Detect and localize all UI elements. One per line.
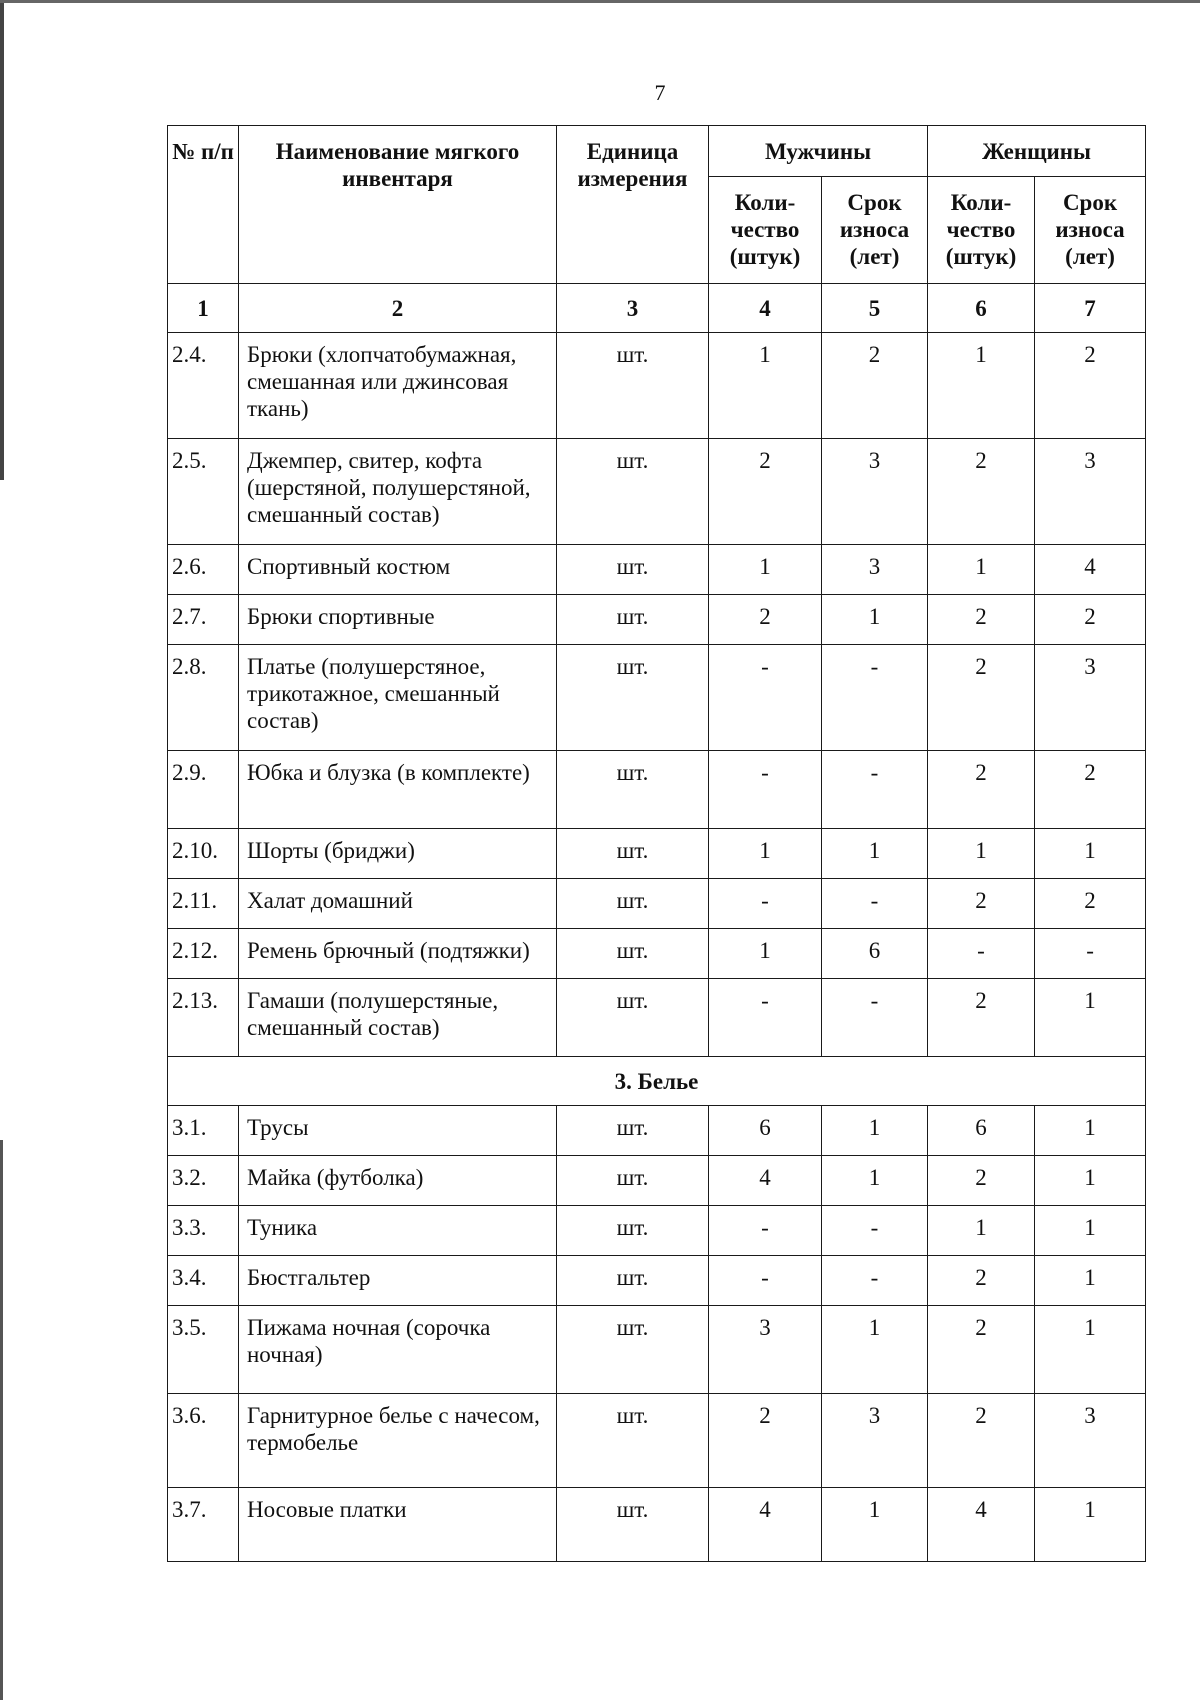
header-men: Мужчины bbox=[709, 126, 928, 177]
row-number: 2.6. bbox=[168, 545, 239, 595]
men-term: - bbox=[822, 1256, 928, 1306]
scan-edge-mark bbox=[0, 0, 4, 480]
women-quantity: 1 bbox=[928, 545, 1035, 595]
row-number: 2.4. bbox=[168, 333, 239, 439]
item-name: Ремень брючный (подтяжки) bbox=[239, 929, 557, 979]
women-term: - bbox=[1035, 929, 1146, 979]
unit: шт. bbox=[557, 1106, 709, 1156]
header-women: Женщины bbox=[928, 126, 1146, 177]
header-unit: Единица измерения bbox=[557, 126, 709, 284]
item-name: Брюки (хлопчатобумажная, смешанная или джинсовая ткань) bbox=[239, 333, 557, 439]
women-quantity: 2 bbox=[928, 595, 1035, 645]
column-number: 7 bbox=[1035, 284, 1146, 333]
table-row bbox=[168, 1106, 1146, 1156]
unit: шт. bbox=[557, 1488, 709, 1562]
header-men-term: Срок износа (лет) bbox=[822, 177, 928, 284]
men-quantity: 4 bbox=[709, 1488, 822, 1562]
unit: шт. bbox=[557, 1256, 709, 1306]
women-quantity: 1 bbox=[928, 829, 1035, 879]
table-row bbox=[168, 829, 1146, 879]
men-quantity: - bbox=[709, 751, 822, 829]
men-term: - bbox=[822, 979, 928, 1057]
men-quantity: 3 bbox=[709, 1306, 822, 1394]
women-term: 2 bbox=[1035, 879, 1146, 929]
unit: шт. bbox=[557, 929, 709, 979]
men-term: - bbox=[822, 1206, 928, 1256]
unit: шт. bbox=[557, 1306, 709, 1394]
women-quantity: 6 bbox=[928, 1106, 1035, 1156]
row-number: 2.5. bbox=[168, 439, 239, 545]
men-term: 1 bbox=[822, 595, 928, 645]
row-number: 2.12. bbox=[168, 929, 239, 979]
men-term: - bbox=[822, 879, 928, 929]
row-number: 2.13. bbox=[168, 979, 239, 1057]
unit: шт. bbox=[557, 829, 709, 879]
row-number: 2.7. bbox=[168, 595, 239, 645]
column-numbers-row bbox=[168, 284, 1146, 333]
unit: шт. bbox=[557, 545, 709, 595]
scan-edge-mark bbox=[0, 1140, 3, 1700]
women-quantity: 1 bbox=[928, 333, 1035, 439]
women-quantity: 2 bbox=[928, 439, 1035, 545]
table-row bbox=[168, 333, 1146, 439]
men-term: 1 bbox=[822, 1156, 928, 1206]
men-term: 1 bbox=[822, 1488, 928, 1562]
row-number: 3.2. bbox=[168, 1156, 239, 1206]
item-name: Брюки спортивные bbox=[239, 595, 557, 645]
men-term: 6 bbox=[822, 929, 928, 979]
women-quantity: 2 bbox=[928, 751, 1035, 829]
women-term: 1 bbox=[1035, 1106, 1146, 1156]
column-number: 1 bbox=[168, 284, 239, 333]
unit: шт. bbox=[557, 439, 709, 545]
table-row bbox=[168, 1306, 1146, 1394]
table-row bbox=[168, 545, 1146, 595]
table-row bbox=[168, 751, 1146, 829]
men-term: 3 bbox=[822, 545, 928, 595]
women-term: 1 bbox=[1035, 829, 1146, 879]
row-number: 3.1. bbox=[168, 1106, 239, 1156]
item-name: Туника bbox=[239, 1206, 557, 1256]
men-quantity: 2 bbox=[709, 439, 822, 545]
item-name: Гамаши (полушерстяные, смешанный состав) bbox=[239, 979, 557, 1057]
item-name: Шорты (бриджи) bbox=[239, 829, 557, 879]
unit: шт. bbox=[557, 751, 709, 829]
women-quantity: 1 bbox=[928, 1206, 1035, 1256]
women-quantity: 2 bbox=[928, 1256, 1035, 1306]
women-term: 1 bbox=[1035, 1206, 1146, 1256]
unit: шт. bbox=[557, 645, 709, 751]
men-term: 2 bbox=[822, 333, 928, 439]
row-number: 3.3. bbox=[168, 1206, 239, 1256]
item-name: Бюстгальтер bbox=[239, 1256, 557, 1306]
women-quantity: 2 bbox=[928, 879, 1035, 929]
item-name: Спортивный костюм bbox=[239, 545, 557, 595]
header-women-quantity: Коли-чество (штук) bbox=[928, 177, 1035, 284]
table-row bbox=[168, 595, 1146, 645]
section-row bbox=[168, 1057, 1146, 1106]
row-number: 3.4. bbox=[168, 1256, 239, 1306]
women-quantity: 2 bbox=[928, 645, 1035, 751]
women-term: 2 bbox=[1035, 751, 1146, 829]
men-quantity: 1 bbox=[709, 545, 822, 595]
women-term: 3 bbox=[1035, 439, 1146, 545]
page-number: 7 bbox=[654, 80, 666, 105]
women-quantity: 2 bbox=[928, 1306, 1035, 1394]
table-row bbox=[168, 1156, 1146, 1206]
women-term: 4 bbox=[1035, 545, 1146, 595]
table-row bbox=[168, 1206, 1146, 1256]
women-term: 2 bbox=[1035, 595, 1146, 645]
men-quantity: - bbox=[709, 1256, 822, 1306]
women-term: 1 bbox=[1035, 1256, 1146, 1306]
women-term: 1 bbox=[1035, 1156, 1146, 1206]
men-quantity: 1 bbox=[709, 333, 822, 439]
table-row bbox=[168, 879, 1146, 929]
item-name: Трусы bbox=[239, 1106, 557, 1156]
men-term: - bbox=[822, 645, 928, 751]
item-name: Майка (футболка) bbox=[239, 1156, 557, 1206]
women-term: 1 bbox=[1035, 979, 1146, 1057]
column-number: 3 bbox=[557, 284, 709, 333]
men-quantity: 4 bbox=[709, 1156, 822, 1206]
column-number: 2 bbox=[239, 284, 557, 333]
soft-inventory-table bbox=[167, 125, 1146, 1562]
unit: шт. bbox=[557, 1206, 709, 1256]
row-number: 2.10. bbox=[168, 829, 239, 879]
women-term: 1 bbox=[1035, 1306, 1146, 1394]
men-term: - bbox=[822, 751, 928, 829]
women-quantity: 2 bbox=[928, 1394, 1035, 1488]
item-name: Юбка и блузка (в комплекте) bbox=[239, 751, 557, 829]
women-quantity: 4 bbox=[928, 1488, 1035, 1562]
men-quantity: 2 bbox=[709, 1394, 822, 1488]
scan-edge-mark bbox=[0, 0, 1200, 3]
men-term: 3 bbox=[822, 1394, 928, 1488]
unit: шт. bbox=[557, 1394, 709, 1488]
item-name: Гарнитурное белье с начесом, термобелье bbox=[239, 1394, 557, 1488]
item-name: Джемпер, свитер, кофта (шерстяной, полушерстяной, смешанный состав) bbox=[239, 439, 557, 545]
header-item-name: Наименование мягкого инвентаря bbox=[239, 126, 557, 284]
header-women-term: Срок износа (лет) bbox=[1035, 177, 1146, 284]
men-quantity: 6 bbox=[709, 1106, 822, 1156]
item-name: Платье (полушерстяное, трикотажное, смешанный состав) bbox=[239, 645, 557, 751]
header-number: № п/п bbox=[168, 126, 239, 284]
item-name: Носовые платки bbox=[239, 1488, 557, 1562]
men-quantity: - bbox=[709, 879, 822, 929]
men-term: 1 bbox=[822, 1306, 928, 1394]
women-quantity: 2 bbox=[928, 1156, 1035, 1206]
men-quantity: - bbox=[709, 645, 822, 751]
item-name: Халат домашний bbox=[239, 879, 557, 929]
column-number: 5 bbox=[822, 284, 928, 333]
section-title: 3. Белье bbox=[168, 1057, 1146, 1106]
unit: шт. bbox=[557, 1156, 709, 1206]
table-row bbox=[168, 929, 1146, 979]
men-quantity: 1 bbox=[709, 829, 822, 879]
women-quantity: - bbox=[928, 929, 1035, 979]
women-term: 3 bbox=[1035, 1394, 1146, 1488]
men-quantity: 1 bbox=[709, 929, 822, 979]
women-term: 1 bbox=[1035, 1488, 1146, 1562]
women-quantity: 2 bbox=[928, 979, 1035, 1057]
table-row bbox=[168, 645, 1146, 751]
row-number: 3.6. bbox=[168, 1394, 239, 1488]
header-men-quantity: Коли-чество (штук) bbox=[709, 177, 822, 284]
row-number: 3.7. bbox=[168, 1488, 239, 1562]
row-number: 2.11. bbox=[168, 879, 239, 929]
men-quantity: 2 bbox=[709, 595, 822, 645]
column-number: 4 bbox=[709, 284, 822, 333]
men-term: 1 bbox=[822, 829, 928, 879]
men-quantity: - bbox=[709, 1206, 822, 1256]
unit: шт. bbox=[557, 979, 709, 1057]
table-row bbox=[168, 979, 1146, 1057]
unit: шт. bbox=[557, 879, 709, 929]
item-name: Пижама ночная (сорочка ночная) bbox=[239, 1306, 557, 1394]
header-row-top bbox=[168, 126, 1146, 177]
men-term: 1 bbox=[822, 1106, 928, 1156]
men-quantity: - bbox=[709, 979, 822, 1057]
unit: шт. bbox=[557, 333, 709, 439]
unit: шт. bbox=[557, 595, 709, 645]
table-row bbox=[168, 1394, 1146, 1488]
table-row bbox=[168, 439, 1146, 545]
men-term: 3 bbox=[822, 439, 928, 545]
row-number: 2.9. bbox=[168, 751, 239, 829]
table-row bbox=[168, 1488, 1146, 1562]
row-number: 3.5. bbox=[168, 1306, 239, 1394]
women-term: 2 bbox=[1035, 333, 1146, 439]
table-row bbox=[168, 1256, 1146, 1306]
women-term: 3 bbox=[1035, 645, 1146, 751]
row-number: 2.8. bbox=[168, 645, 239, 751]
column-number: 6 bbox=[928, 284, 1035, 333]
